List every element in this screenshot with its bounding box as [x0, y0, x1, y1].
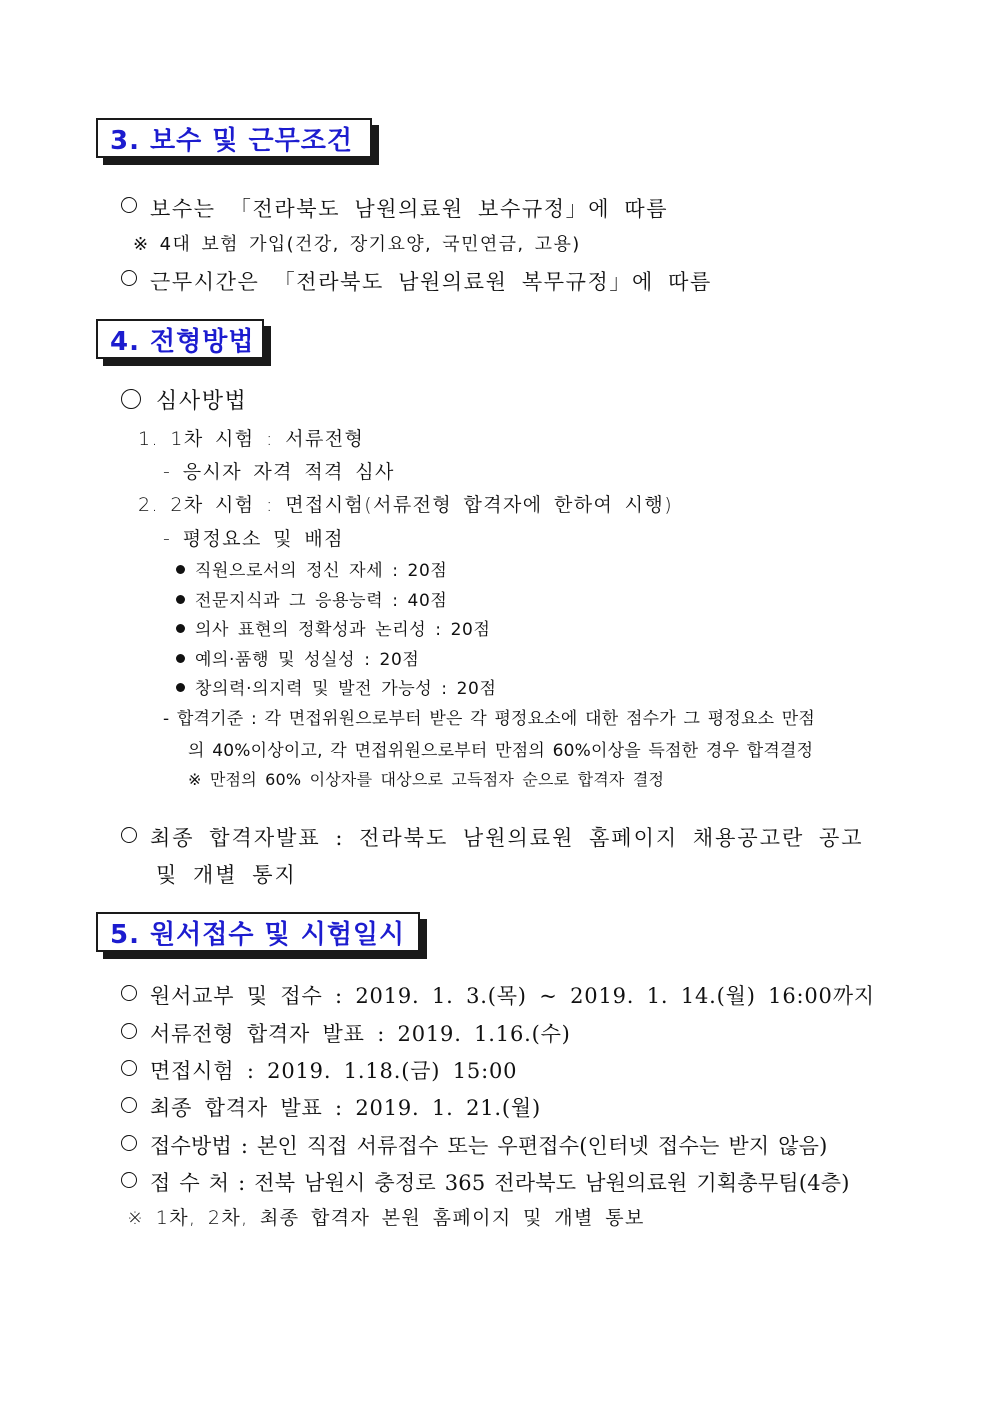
final-announce-line1: 최종 합격자발표 : 전라북도 남원의료원 홈페이지 채용공고란 공고	[150, 826, 864, 850]
pass-criteria-line2: 의 40%이상이고, 각 면접위원으로부터 만점의 60%이상을 득점한 경우 합격결정	[188, 741, 814, 761]
circle-bullet-icon	[121, 985, 137, 1001]
circle-bullet-icon	[121, 1023, 137, 1039]
schedule-document-result: 서류전형 합격자 발표 : 2019. 1.16.(수)	[150, 1022, 571, 1046]
schedule-application: 원서교부 및 접수 : 2019. 1. 3.(목) ~ 2019. 1. 14.(월) 16:00까지	[150, 984, 875, 1008]
step2-line: 2. 2차 시험 : 면접시험(서류전형 합격자에 한하여 시행)	[138, 494, 674, 516]
circle-bullet-icon	[121, 1135, 137, 1151]
circle-bullet-icon	[121, 197, 137, 213]
circle-bullet-icon	[121, 1060, 137, 1076]
circle-bullet-icon	[121, 1172, 137, 1188]
circle-bullet-icon	[121, 827, 137, 843]
circle-bullet-icon	[121, 389, 141, 409]
section3-title: 3. 보수 및 근무조건	[110, 125, 353, 156]
schedule-method: 접수방법 : 본인 직접 서류접수 또는 우편접수(인터넷 접수는 받지 않음)	[150, 1134, 828, 1158]
step2-sub: - 평정요소 및 배점	[163, 528, 344, 550]
dot-bullet-icon	[176, 595, 185, 604]
criteria-item: 전문지식과 그 응용능력 : 40점	[195, 591, 448, 611]
criteria-item: 직원으로서의 정신 자세 : 20점	[195, 561, 448, 581]
criteria-item: 창의력·의지력 및 발전 가능성 : 20점	[195, 679, 497, 699]
pass-note: ※ 만점의 60% 이상자를 대상으로 고득점자 순으로 합격자 결정	[188, 770, 665, 789]
step1-line: 1. 1차 시험 : 서류전형	[138, 428, 365, 450]
section4-heading	[96, 319, 264, 359]
dot-bullet-icon	[176, 624, 185, 633]
section3-heading	[96, 118, 372, 158]
dot-bullet-icon	[176, 565, 185, 574]
schedule-interview: 면접시험 : 2019. 1.18.(금) 15:00	[150, 1059, 518, 1083]
dot-bullet-icon	[176, 683, 185, 692]
circle-bullet-icon	[121, 270, 137, 286]
criteria-item: 의사 표현의 정확성과 논리성 : 20점	[195, 620, 491, 640]
circle-bullet-icon	[121, 1097, 137, 1113]
pass-criteria-line1: - 합격기준 : 각 면접위원으로부터 받은 각 평정요소에 대한 점수가 그 평정요소 만점	[163, 709, 816, 729]
work-hours-line: 근무시간은 「전라북도 남원의료원 복무규정」에 따름	[150, 270, 712, 294]
method-title: 심사방법	[156, 389, 248, 414]
schedule-final-result: 최종 합격자 발표 : 2019. 1. 21.(월)	[150, 1096, 541, 1120]
notification-note: ※ 1차, 2차, 최종 합격자 본원 홈페이지 및 개별 통보	[127, 1207, 645, 1229]
section5-title: 5. 원서접수 및 시험일시	[110, 919, 406, 950]
schedule-place: 접 수 처 : 전북 남원시 충정로 365 전라북도 남원의료원 기획총무팀(4층)	[150, 1171, 850, 1195]
insurance-note: ※ 4대 보험 가입(건강, 장기요양, 국민연금, 고용)	[133, 234, 581, 255]
section4-title: 4. 전형방법	[110, 326, 255, 357]
step1-sub: - 응시자 자격 적격 심사	[163, 461, 395, 483]
dot-bullet-icon	[176, 654, 185, 663]
section5-heading	[96, 912, 420, 952]
pay-line: 보수는 「전라북도 남원의료원 보수규정」에 따름	[150, 197, 669, 221]
criteria-item: 예의·품행 및 성실성 : 20점	[195, 650, 420, 670]
final-announce-line2: 및 개별 통지	[156, 863, 297, 887]
